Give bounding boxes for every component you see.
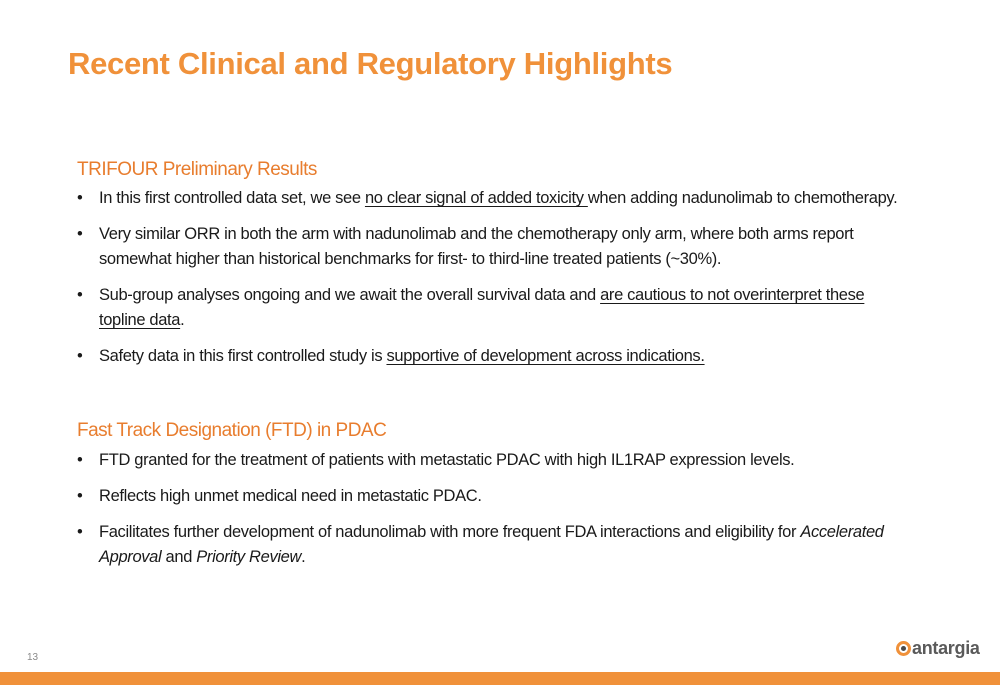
bullet-text: .	[180, 311, 185, 329]
logo-text: antargia	[912, 638, 980, 658]
bullet-text: Reflects high unmet medical need in metastatic PDAC.	[99, 487, 482, 505]
underlined-text: supportive of development across indications.	[386, 347, 705, 365]
list-item	[77, 186, 907, 211]
section-heading-ftd: Fast Track Designation (FTD) in PDAC	[77, 420, 387, 441]
bullet-text: when adding nadunolimab to chemotherapy.	[587, 189, 898, 207]
bullet-icon: •	[77, 189, 83, 207]
trifour-bullet-list	[77, 186, 907, 380]
bullet-icon: •	[77, 451, 83, 469]
list-item	[77, 520, 907, 570]
bullet-icon: •	[77, 286, 83, 304]
italic-text: Priority Review	[196, 548, 302, 566]
bullet-text: Safety data in this first controlled study is	[99, 347, 387, 365]
bullet-text: Very similar ORR in both the arm with nadunolimab and the chemotherapy only arm, where both arms report somewhat higher than historical benchmarks for first- to third-line treated patients (~30%).	[99, 225, 854, 268]
bullet-text: In this first controlled data set, we see	[99, 189, 365, 207]
bullet-icon: •	[77, 347, 83, 365]
list-item	[77, 222, 907, 272]
bullet-text: .	[301, 548, 306, 566]
ftd-bullet-list	[77, 448, 907, 581]
bullet-icon: •	[77, 523, 83, 541]
bullet-text: Facilitates further development of nadunolimab with more frequent FDA interactions and eligibility for	[99, 523, 801, 541]
italic-text: Accelerated Approval	[99, 523, 884, 566]
list-item	[77, 484, 907, 509]
footer-accent-bar	[0, 672, 1000, 685]
list-item	[77, 283, 907, 333]
bullet-text: FTD granted for the treatment of patients with metastatic PDAC with high IL1RAP expression levels.	[99, 451, 795, 469]
bullet-text: and	[161, 548, 197, 566]
underlined-text: are cautious to not overinterpret these topline data	[99, 286, 865, 329]
bullet-icon: •	[77, 487, 83, 505]
page-number: 13	[27, 652, 39, 663]
bullet-icon: •	[77, 225, 83, 243]
bullet-text: Sub-group analyses ongoing and we await the overall survival data and	[99, 286, 601, 304]
company-logo	[896, 638, 980, 659]
list-item	[77, 448, 907, 473]
page-title: Recent Clinical and Regulatory Highlights	[68, 46, 673, 81]
section-heading-trifour: TRIFOUR Preliminary Results	[77, 159, 317, 180]
list-item	[77, 344, 907, 369]
cantargia-c-logo-icon	[896, 641, 911, 656]
underlined-text: no clear signal of added toxicity	[364, 189, 588, 207]
